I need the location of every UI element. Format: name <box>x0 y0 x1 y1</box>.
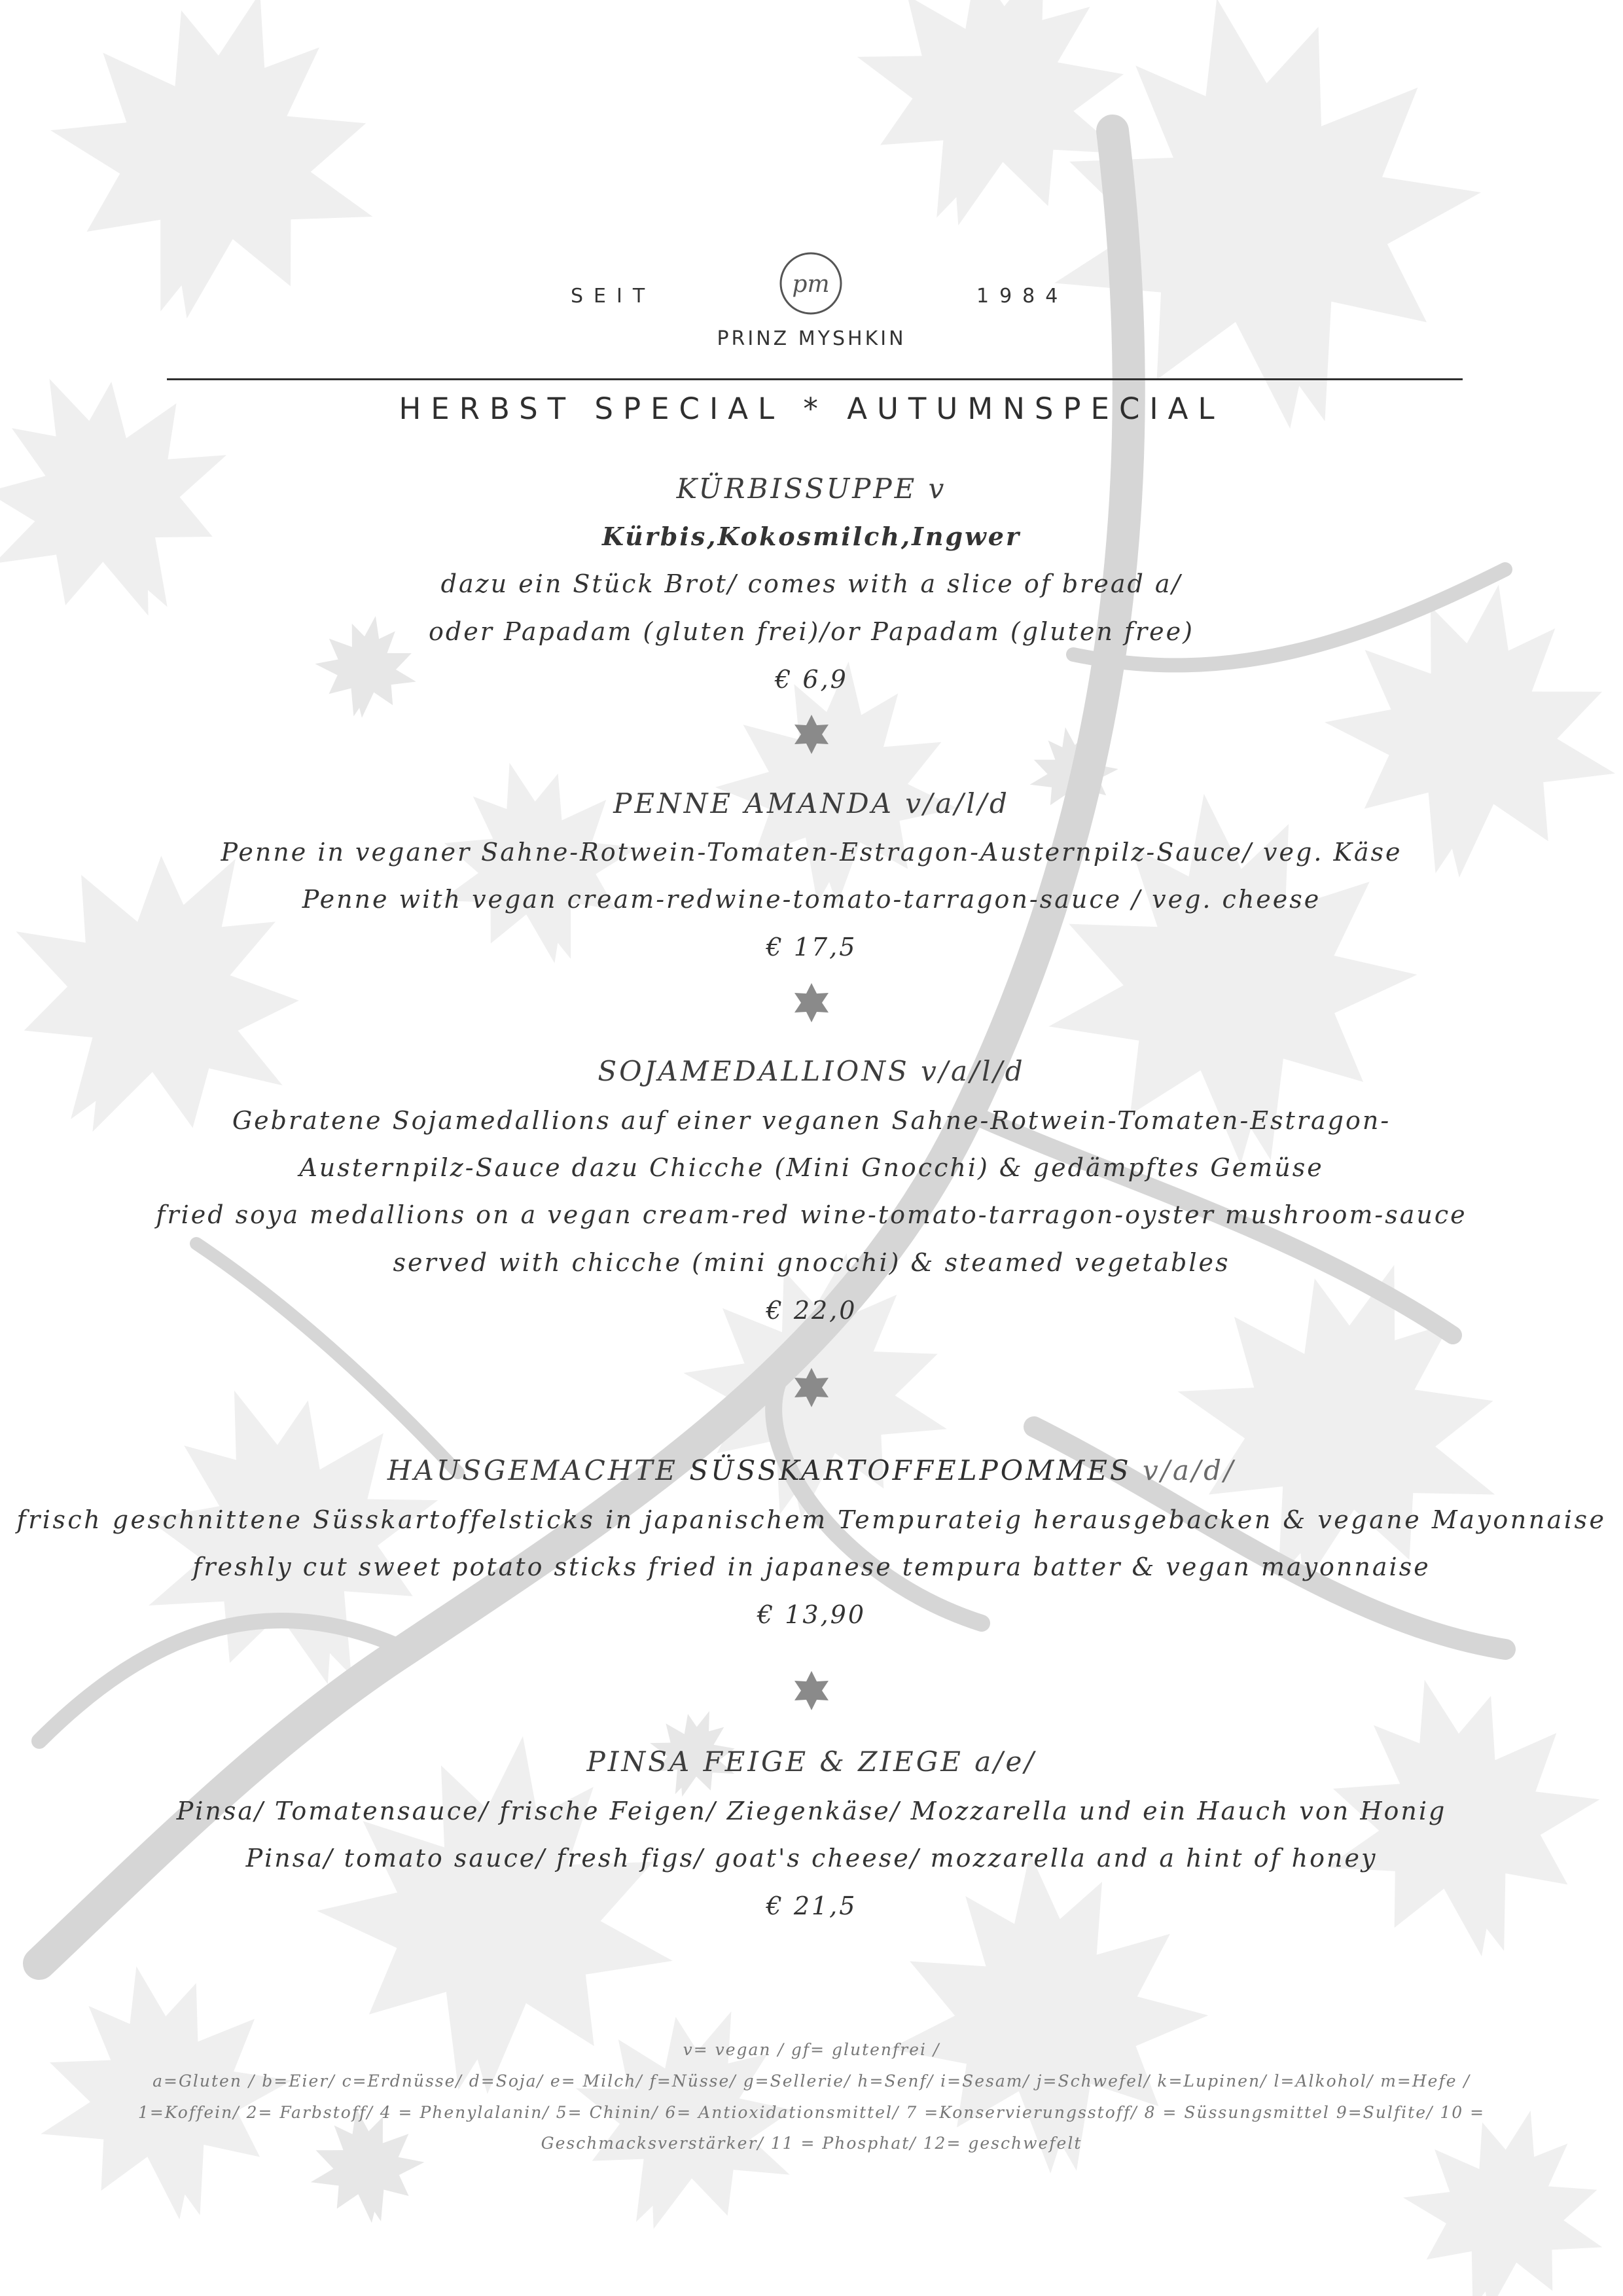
dish-5-line-2: Pinsa/ tomato sauce/ fresh figs/ goat's cheese/ mozzarella and a hint of honey <box>245 1844 1378 1873</box>
menu-heading: HERBST SPECIAL * AUTUMNSPECIAL <box>399 391 1224 426</box>
allergen-legend-line-1: v= vegan / gf= glutenfrei / <box>683 2040 940 2059</box>
logo-monogram: pm <box>792 271 830 298</box>
dish-5-price: € 21,5 <box>766 1892 857 1920</box>
star-separator-icon <box>792 715 831 754</box>
allergen-legend-line-4: Geschmacksverstärker/ 11 = Phosphat/ 12= geschwefelt <box>541 2134 1082 2153</box>
dish-5-title: PINSA FEIGE & ZIEGE a/e/ <box>586 1746 1037 1778</box>
dish-3-line-4: served with chicche (mini gnocchi) & steamed vegetables <box>393 1248 1230 1277</box>
seit-label: SEIT <box>571 285 656 308</box>
dish-2-title: PENNE AMANDA v/a/l/d <box>613 787 1010 819</box>
dish-1-line-2: dazu ein Stück Brot/ comes with a slice of bread a/ <box>440 569 1183 598</box>
allergen-legend-line-2: a=Gluten / b=Eier/ c=Erdnüsse/ d=Soja/ e= Milch/ f=Nüsse/ g=Sellerie/ h=Senf/ i=Sesam/ j=Schwefel/ k=Lupinen/ l=Alkohol/ m=Hefe / <box>152 2072 1471 2090</box>
star-separator-icon <box>792 1368 831 1407</box>
dish-3-line-2: Austernpilz-Sauce dazu Chicche (Mini Gnocchi) & gedämpftes Gemüse <box>299 1153 1324 1182</box>
header-divider <box>167 378 1463 380</box>
dish-1-price: € 6,9 <box>775 665 848 694</box>
dish-4-price: € 13,90 <box>757 1600 866 1629</box>
dish-3-price: € 22,0 <box>766 1296 857 1325</box>
brand-name: PRINZ MYSHKIN <box>717 327 906 350</box>
dish-4-title <box>0 1454 1623 1486</box>
dish-4-line-2: freshly cut sweet potato sticks fried in japanese tempura batter & vegan mayonnaise <box>192 1552 1431 1581</box>
dish-4-title-main: SÜSSKARTOFFELPOMMES <box>689 1454 1132 1486</box>
dish-3-title: SOJAMEDALLIONS v/a/l/d <box>597 1055 1026 1087</box>
dish-3-line-3: fried soya medallions on a vegan cream-red wine-tomato-tarragon-oyster mushroom-sauce <box>156 1200 1467 1229</box>
star-separator-icon <box>792 1671 831 1710</box>
logo-icon <box>775 247 847 319</box>
dish-4-title-prefix: HAUSGEMACHTE <box>387 1454 678 1486</box>
year-label: 1984 <box>976 285 1069 308</box>
dish-5-line-1: Pinsa/ Tomatensauce/ frische Feigen/ Ziegenkäse/ Mozzarella und ein Hauch von Honig <box>176 1797 1447 1825</box>
dish-1-title: KÜRBISSUPPE v <box>676 473 947 505</box>
dish-4-title-tag: v/a/d/ <box>1143 1454 1236 1486</box>
dish-3-line-1: Gebratene Sojamedallions auf einer veganen Sahne-Rotwein-Tomaten-Estragon- <box>232 1106 1391 1135</box>
dish-2-line-1: Penne in veganer Sahne-Rotwein-Tomaten-Estragon-Austernpilz-Sauce/ veg. Käse <box>221 838 1402 867</box>
dish-2-line-2: Penne with vegan cream-redwine-tomato-tarragon-sauce / veg. cheese <box>302 885 1321 914</box>
allergen-legend-line-3: 1=Koffein/ 2= Farbstoff/ 4 = Phenylalanin/ 5= Chinin/ 6= Antioxidationsmittel/ 7 =Konservierungsstoff/ 8 = Süssungsmittel 9=Sulfite/ 10 = <box>137 2103 1486 2122</box>
dish-1-line-3: oder Papadam (gluten frei)/or Papadam (gluten free) <box>429 617 1194 646</box>
dish-4-line-1: frisch geschnittene Süsskartoffelsticks in japanischem Tempurateig herausgebacken & vegane Mayonnaise <box>16 1505 1607 1534</box>
star-separator-icon <box>792 983 831 1022</box>
dish-1-line-1: Kürbis,Kokosmilch,Ingwer <box>601 522 1022 551</box>
dish-2-price: € 17,5 <box>766 933 857 961</box>
